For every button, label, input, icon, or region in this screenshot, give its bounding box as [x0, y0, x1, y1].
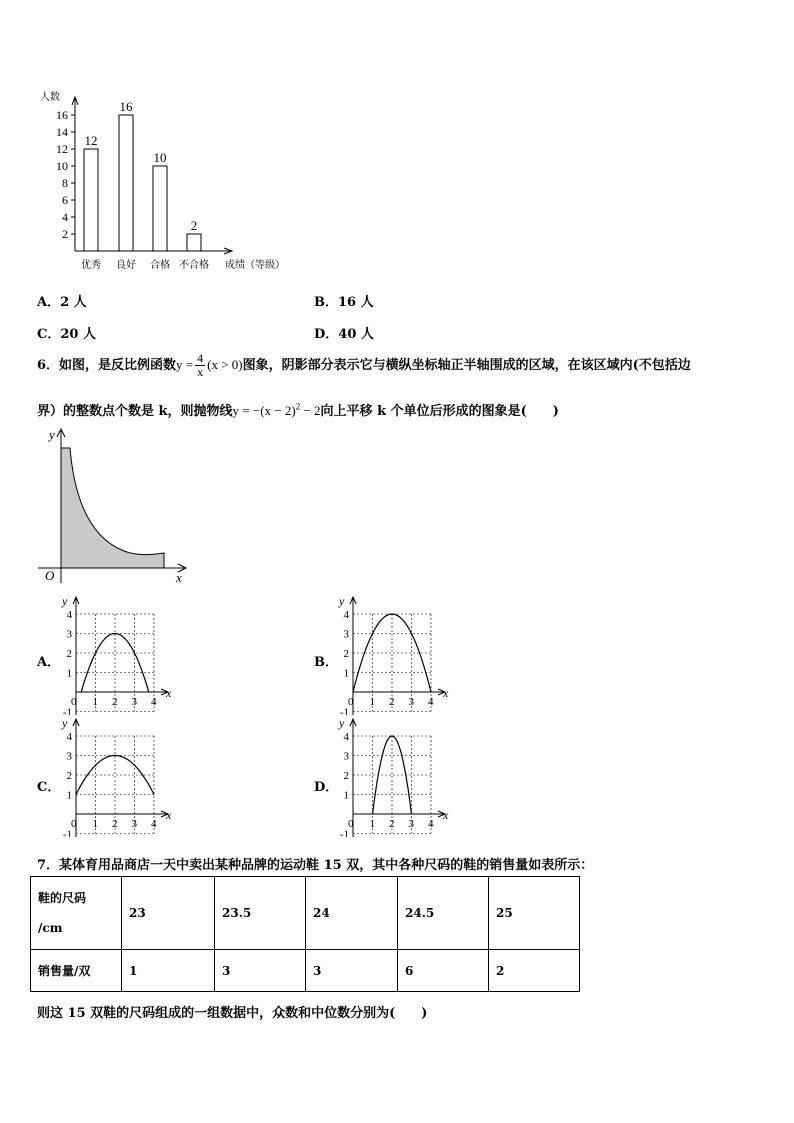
- parabola-curve: [373, 736, 412, 814]
- graph-x-tick: 3: [131, 818, 137, 830]
- parabola-curve: [353, 614, 431, 692]
- hyperbola-region-figure: [36, 425, 196, 587]
- graph-y-tick: 3: [66, 628, 72, 641]
- table-header-size: [31, 877, 122, 950]
- bar-value-label: 10: [153, 150, 167, 165]
- table-cell: 24.5: [398, 877, 489, 950]
- graph-y-tick: 1: [343, 789, 349, 802]
- question-6-line2: [37, 400, 559, 419]
- option-b-graph[interactable]: [335, 595, 455, 715]
- question-7-intro: 7．某体育用品商店一天中卖出某种品牌的运动鞋 15 双，其中各种尺码的鞋的销售量如表所示：: [37, 858, 594, 873]
- fig-y-label: y: [49, 427, 55, 442]
- graph-y-tick: 1: [66, 789, 72, 802]
- graph-y-tick: -1: [62, 706, 72, 715]
- graph-y-label: y: [339, 595, 345, 608]
- bar-y-tick-label: 10: [56, 159, 68, 173]
- table-cell: 24: [306, 877, 398, 950]
- graph-y-tick: 3: [66, 750, 72, 763]
- graph-x-tick: 2: [389, 818, 395, 830]
- graph-x-tick: 3: [131, 696, 137, 708]
- fig-origin-label: O: [45, 568, 55, 583]
- table-cell: 25: [489, 877, 580, 950]
- bar-2: [119, 115, 133, 251]
- bar-y-tick-label: 14: [56, 125, 68, 139]
- q6-text-pre: 6．如图，是反比例函数: [37, 358, 177, 373]
- graph-x-tick: 3: [408, 696, 414, 708]
- option-c-q6[interactable]: C．: [37, 780, 61, 795]
- graph-x-tick: 4: [428, 696, 434, 708]
- graph-y-tick: 2: [343, 648, 349, 660]
- question-7-prompt: 则这 15 双鞋的尺码组成的一组数据中，众数和中位数分别为( ): [37, 1006, 428, 1021]
- shoe-size-table: [30, 876, 580, 992]
- header-size-line1: 鞋的尺码: [38, 891, 87, 905]
- table-cell: 1: [122, 950, 215, 992]
- table-cell: 2: [489, 950, 580, 992]
- grade-bar-chart: [40, 88, 310, 283]
- graph-x-tick: 1: [369, 818, 375, 830]
- table-cell: 3: [306, 950, 398, 992]
- graph-x-tick: 4: [151, 696, 157, 708]
- bar-category-label: 合格: [150, 260, 170, 271]
- bar-3: [153, 166, 167, 251]
- graph-y-tick: -1: [62, 828, 72, 837]
- table-header-sales: 销售量/双: [31, 950, 122, 992]
- table-row: [31, 877, 580, 950]
- graph-x-tick: 0: [348, 696, 354, 708]
- q6-parabola-tail: − 2: [300, 403, 321, 418]
- option-d-q5[interactable]: D．40 人: [314, 327, 374, 342]
- graph-x-tick: 3: [408, 818, 414, 830]
- option-a-q5[interactable]: A．2 人: [37, 295, 87, 310]
- q6-text2-pre: 界）的整数点个数是 k，则抛物线: [37, 404, 233, 419]
- graph-x-label: x: [166, 808, 172, 822]
- bar-value-label: 12: [84, 133, 98, 148]
- question-6-line1: [37, 352, 691, 379]
- graph-x-tick: 4: [151, 818, 157, 830]
- bar-y-tick-label: 6: [62, 193, 68, 207]
- graph-x-tick: 2: [389, 696, 395, 708]
- bar-category-label: 不合格: [179, 260, 209, 271]
- graph-y-tick: -1: [339, 706, 349, 715]
- header-size-line2: /cm: [38, 921, 63, 935]
- option-d-q6[interactable]: D．: [314, 780, 339, 795]
- graph-y-tick: 4: [66, 609, 72, 621]
- option-a-q6[interactable]: A．: [37, 655, 61, 670]
- graph-y-tick: 3: [343, 750, 349, 763]
- bar-4: [187, 234, 201, 251]
- graph-x-tick: 0: [348, 818, 354, 830]
- graph-x-label: x: [443, 686, 449, 700]
- q6-text-post: 图象，阴影部分表示它与横纵坐标轴正半轴围成的区域，在该区域内(不包括边: [242, 358, 691, 373]
- graph-y-tick: 2: [66, 770, 72, 782]
- option-b-q6[interactable]: B．: [314, 655, 338, 670]
- graph-x-tick: 4: [428, 818, 434, 830]
- option-a-graph[interactable]: [58, 595, 178, 715]
- table-cell: 6: [398, 950, 489, 992]
- graph-x-label: x: [166, 686, 172, 700]
- graph-y-tick: 4: [343, 731, 349, 743]
- bar-x-axis-title: 成绩（等级）: [225, 260, 285, 271]
- graph-y-tick: 1: [66, 667, 72, 680]
- q6-text2-post: 向上平移 k 个单位后形成的图象是( ): [320, 404, 559, 419]
- option-c-graph[interactable]: [58, 717, 178, 837]
- q6-exponent: 2: [295, 401, 301, 412]
- graph-y-label: y: [62, 595, 68, 608]
- graph-x-tick: 2: [112, 818, 118, 830]
- graph-y-tick: 3: [343, 628, 349, 641]
- graph-x-tick: 2: [112, 696, 118, 708]
- q6-frac-den: x: [197, 365, 204, 379]
- graph-x-tick: 0: [71, 696, 77, 708]
- graph-y-tick: 4: [66, 731, 72, 743]
- table-cell: 23.5: [215, 877, 306, 950]
- graph-x-tick: 1: [369, 696, 375, 708]
- fig-x-label: x: [176, 570, 182, 585]
- graph-y-tick: 2: [66, 648, 72, 660]
- bar-value-label: 16: [119, 99, 133, 114]
- option-b-q5[interactable]: B．16 人: [314, 295, 374, 310]
- bar-y-tick-label: 2: [62, 227, 68, 241]
- graph-y-tick: 1: [343, 667, 349, 680]
- bar-category-label: 良好: [116, 260, 136, 271]
- graph-y-label: y: [62, 717, 68, 730]
- bar-category-label: 优秀: [81, 260, 101, 271]
- q6-frac-num: 4: [197, 351, 204, 365]
- option-c-q5[interactable]: C．20 人: [37, 327, 96, 342]
- q6-domain: (x > 0): [207, 357, 243, 372]
- graph-y-label: y: [339, 717, 345, 730]
- q6-func-y: y =: [176, 357, 194, 372]
- bar-value-label: 2: [190, 218, 198, 233]
- graph-y-tick: 2: [343, 770, 349, 782]
- bar-y-axis-title: 人数: [40, 92, 60, 103]
- graph-y-tick: 4: [343, 609, 349, 621]
- graph-x-tick: 0: [71, 818, 77, 830]
- bar-y-tick-label: 4: [62, 210, 68, 224]
- graph-x-tick: 1: [92, 696, 98, 708]
- graph-y-tick: -1: [339, 828, 349, 837]
- shaded-region: [61, 448, 164, 568]
- graph-x-tick: 1: [92, 818, 98, 830]
- table-cell: 3: [215, 950, 306, 992]
- table-row: [31, 950, 580, 992]
- q6-fraction: [195, 352, 205, 379]
- bar-y-tick-label: 16: [56, 108, 68, 122]
- graph-x-label: x: [443, 808, 449, 822]
- q6-parabola: y = −(x − 2): [232, 403, 296, 418]
- bar-y-tick-label: 8: [62, 176, 68, 190]
- table-cell: 23: [122, 877, 215, 950]
- bar-1: [84, 149, 98, 251]
- bar-y-tick-label: 12: [56, 142, 68, 156]
- option-d-graph[interactable]: [335, 717, 455, 837]
